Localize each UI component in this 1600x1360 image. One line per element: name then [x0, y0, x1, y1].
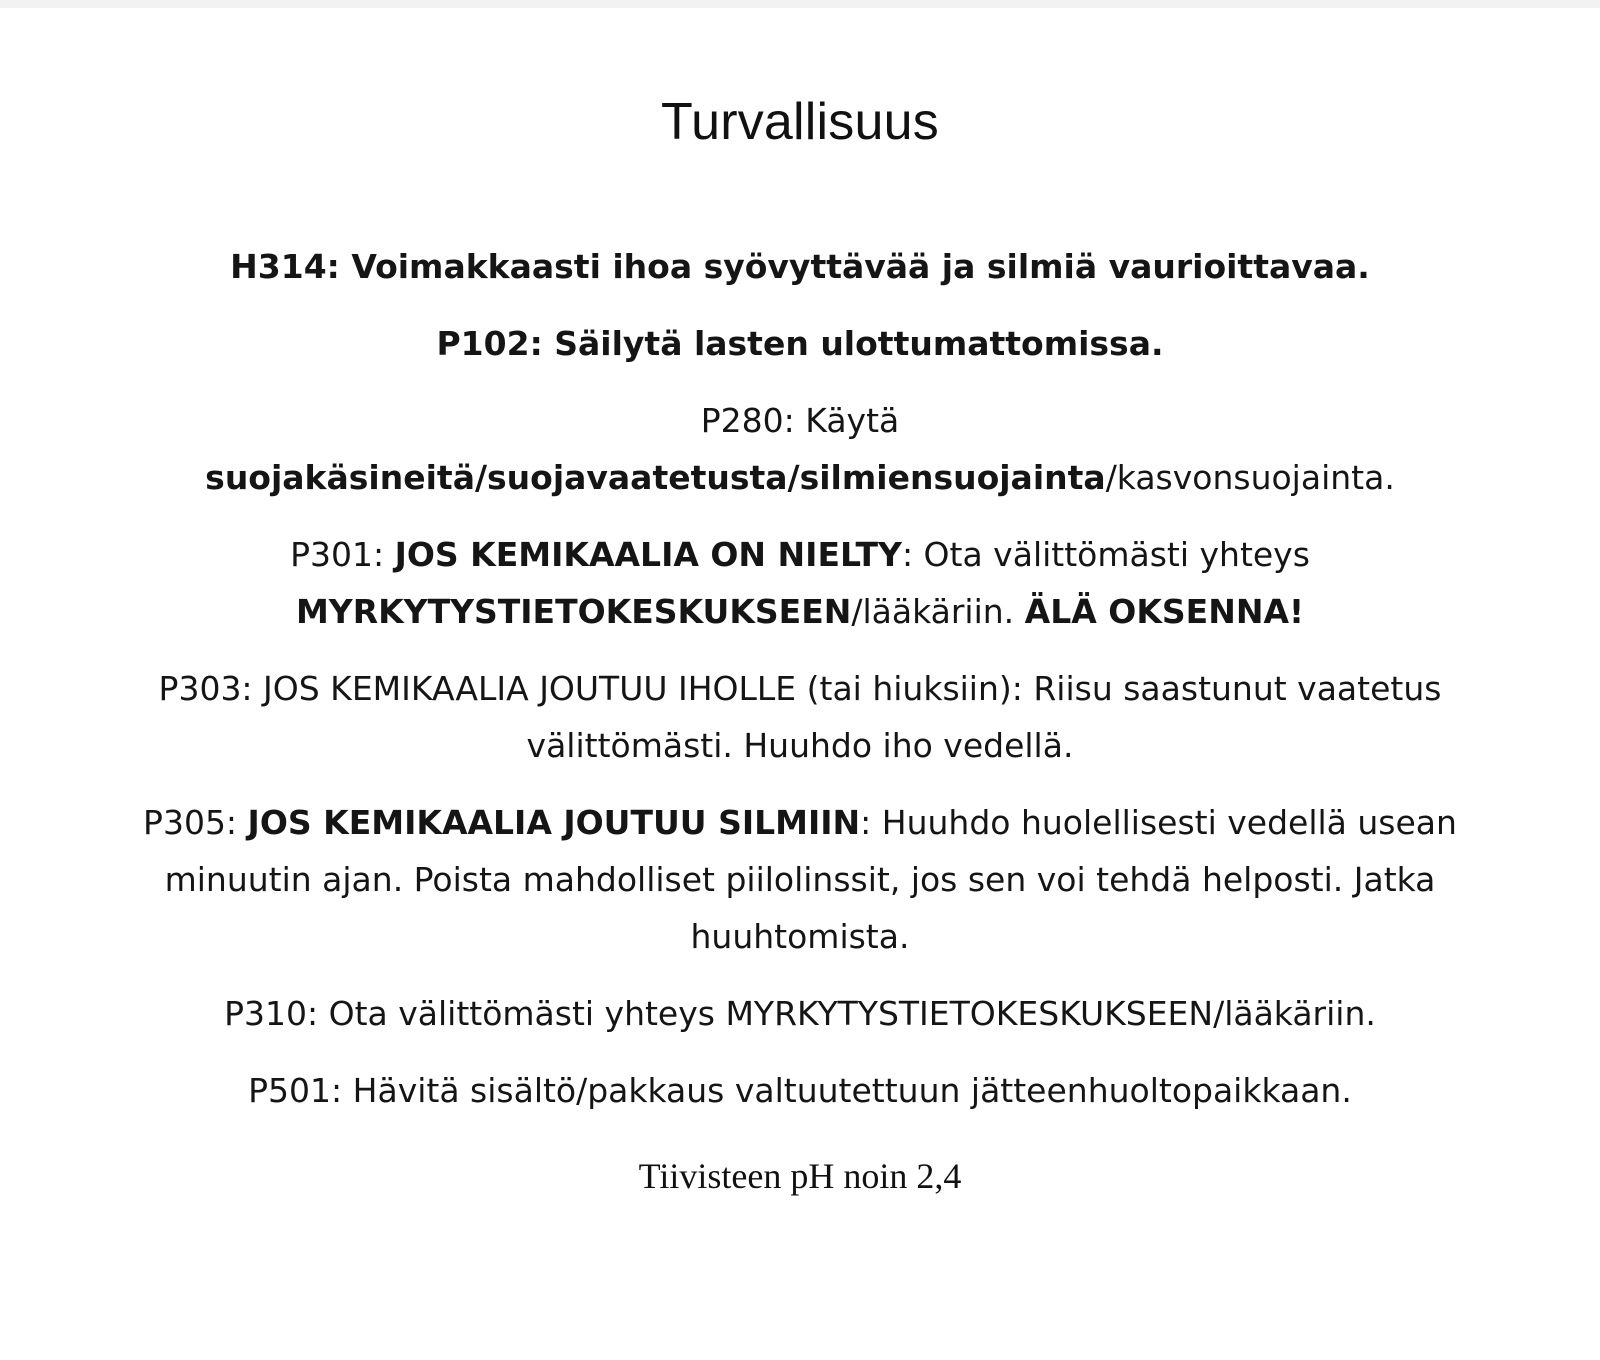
statement-p301-bold1: JOS KEMIKAALIA ON NIELTY	[394, 535, 902, 574]
statement-p305	[120, 794, 1480, 965]
statement-p102	[120, 315, 1480, 372]
statement-p280	[120, 392, 1480, 506]
statement-p280-suffix: /kasvonsuojainta.	[1105, 458, 1395, 497]
safety-statements	[120, 238, 1480, 1139]
statement-p303	[120, 660, 1480, 774]
statement-p305-prefix: P305:	[143, 803, 248, 842]
statement-p301-middle2: /lääkäriin.	[851, 592, 1025, 631]
statement-p310	[120, 985, 1480, 1042]
statement-p501-text: P501: Hävitä sisältö/pakkaus valtuutettuun jätteenhuoltopaikkaan.	[248, 1071, 1352, 1110]
statement-p301-bold2: MYRKYTYSTIETOKESKUKSEEN	[295, 592, 852, 631]
statement-p501	[120, 1062, 1480, 1119]
statement-p301-middle: : Ota välittömästi yhteys	[901, 535, 1310, 574]
statement-h314-text: H314: Voimakkaasti ihoa syövyttävää ja silmiä vaurioittavaa.	[230, 247, 1370, 286]
statement-p280-prefix: P280: Käytä	[700, 401, 900, 440]
ph-note: Tiivisteen pH noin 2,4	[638, 1156, 962, 1196]
statement-p310-text: P310: Ota välittömästi yhteys MYRKYTYSTIETOKESKUKSEEN/lääkäriin.	[224, 994, 1376, 1033]
statement-p305-suffix: : Huuhdo huolellisesti vedellä usean minuutin ajan. Poista mahdolliset piilolinssit, jos sen voi tehdä helposti. Jatka huuhtomista.	[164, 803, 1457, 956]
statement-p301-bold3: ÄLÄ OKSENNA!	[1024, 592, 1305, 631]
statement-p280-bold: suojakäsineitä/suojavaatetusta/silmiensuojainta	[205, 458, 1106, 497]
page-title: Turvallisuus	[661, 93, 939, 151]
statement-h314	[120, 238, 1480, 295]
statement-p303-text: P303: JOS KEMIKAALIA JOUTUU IHOLLE (tai hiuksiin): Riisu saastunut vaatetus välittömästi. Huuhdo iho vedellä.	[158, 669, 1442, 765]
statement-p301	[120, 526, 1480, 640]
top-strip	[0, 0, 1600, 8]
statement-p102-text: P102: Säilytä lasten ulottumattomissa.	[436, 324, 1164, 363]
statement-p301-prefix: P301:	[290, 535, 395, 574]
statement-p305-bold: JOS KEMIKAALIA JOUTUU SILMIIN	[247, 803, 861, 842]
